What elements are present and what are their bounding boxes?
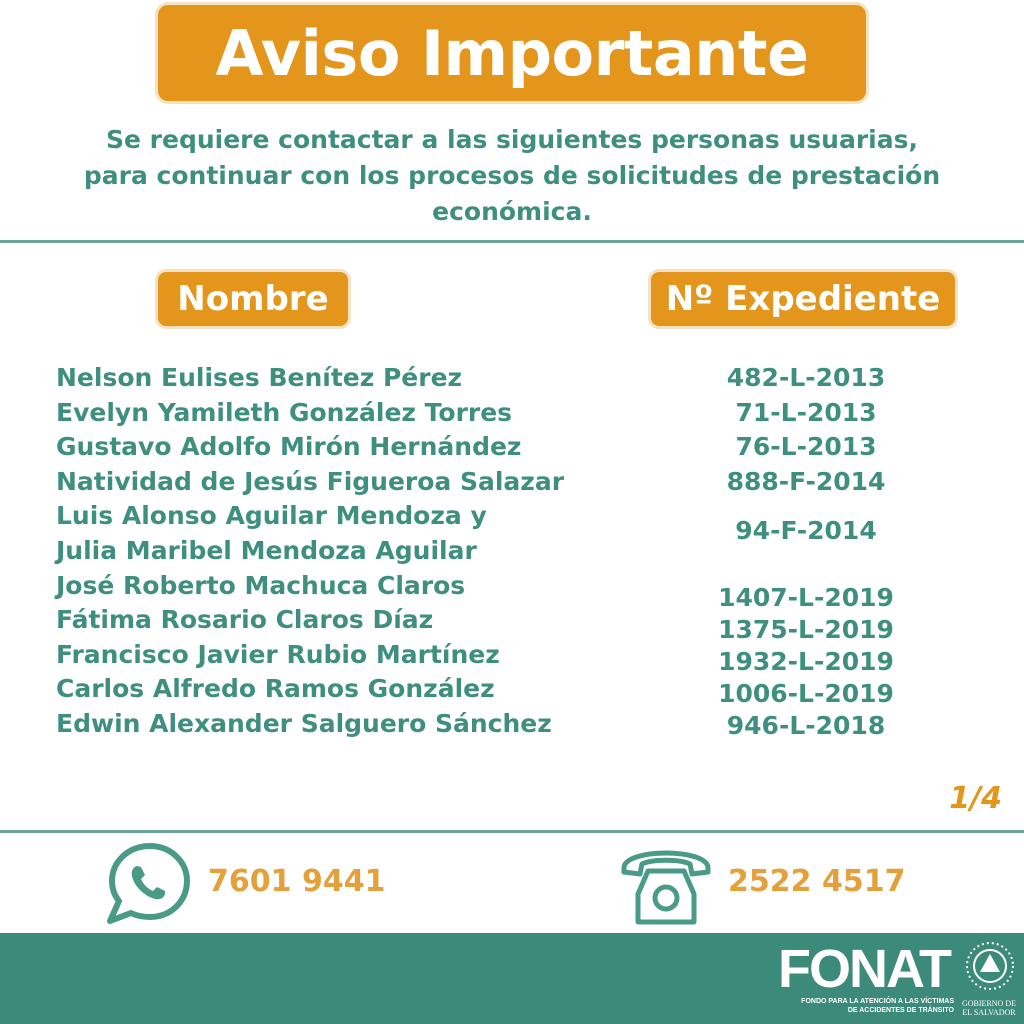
notice-line: Se requiere contactar a las siguientes personas usuarias, [106,125,918,154]
expediente-number: 76-L-2013 [735,432,877,462]
title-banner [158,5,866,101]
expediente-number: 94-F-2014 [735,516,877,545]
government-text [958,999,1020,1017]
page-indicator: 1/4 [949,781,1002,816]
expediente-number: 1375-L-2019 [718,615,894,644]
list-item: Nelson Eulises Benítez Pérez [56,363,463,392]
list-item: Gustavo Adolfo Mirón Hernández [56,432,522,462]
expediente-number: 482-L-2013 [726,363,886,392]
column-header-expediente: Nº Expediente [651,272,955,326]
fonat-logo: FONAT [778,939,950,999]
list-item: Natividad de Jesús Figueroa Salazar [56,466,565,496]
page-title: Aviso Importante [215,16,809,90]
expedientes-group-1 [690,361,922,499]
notice-line: económica. [432,197,592,226]
expediente-number: 1407-L-2019 [718,583,894,612]
list-item: Carlos Alfredo Ramos González [56,674,495,704]
gov-line: EL SALVADOR [962,1008,1016,1017]
phone-number: 2522 4517 [728,864,906,899]
notice-text [40,122,984,230]
expediente-number: 888-F-2014 [726,466,886,496]
expediente-number: 71-L-2013 [735,397,877,427]
telephone-icon [618,838,714,928]
whatsapp-number: 7601 9441 [208,864,386,899]
fonat-logo-subtitle [774,997,954,1015]
expediente-number: 1006-L-2019 [718,679,894,708]
fonat-subtitle-line: FONDO PARA LA ATENCIÓN A LAS VÍCTIMAS [801,998,954,1005]
gov-line: GOBIERNO DE [962,999,1016,1008]
list-item: José Roberto Machuca Claros [56,570,466,600]
names-list [56,361,616,742]
list-item: Evelyn Yamileth González Torres [56,397,513,427]
fonat-subtitle-line: DE ACCIDENTES DE TRÁNSITO [847,1007,954,1014]
list-item: Luis Alonso Aguilar Mendoza y [56,501,487,531]
notice-line: para continuar con los procesos de solicitudes de prestación [83,161,941,190]
top-divider [0,240,1024,243]
expediente-number: 946-L-2018 [726,711,886,740]
government-seal-icon [964,940,1016,992]
list-item: Francisco Javier Rubio Martínez [56,639,500,669]
expediente-number: 1932-L-2019 [718,647,894,676]
whatsapp-icon [104,842,192,924]
expedientes-group-2 [690,582,922,742]
expediente-shared [690,514,922,548]
list-item: Julia Maribel Mendoza Aguilar [56,535,477,565]
bottom-divider [0,830,1024,833]
column-header-nombre: Nombre [158,272,348,326]
list-item: Edwin Alexander Salguero Sánchez [56,708,552,738]
list-item: Fátima Rosario Claros Díaz [56,605,434,635]
